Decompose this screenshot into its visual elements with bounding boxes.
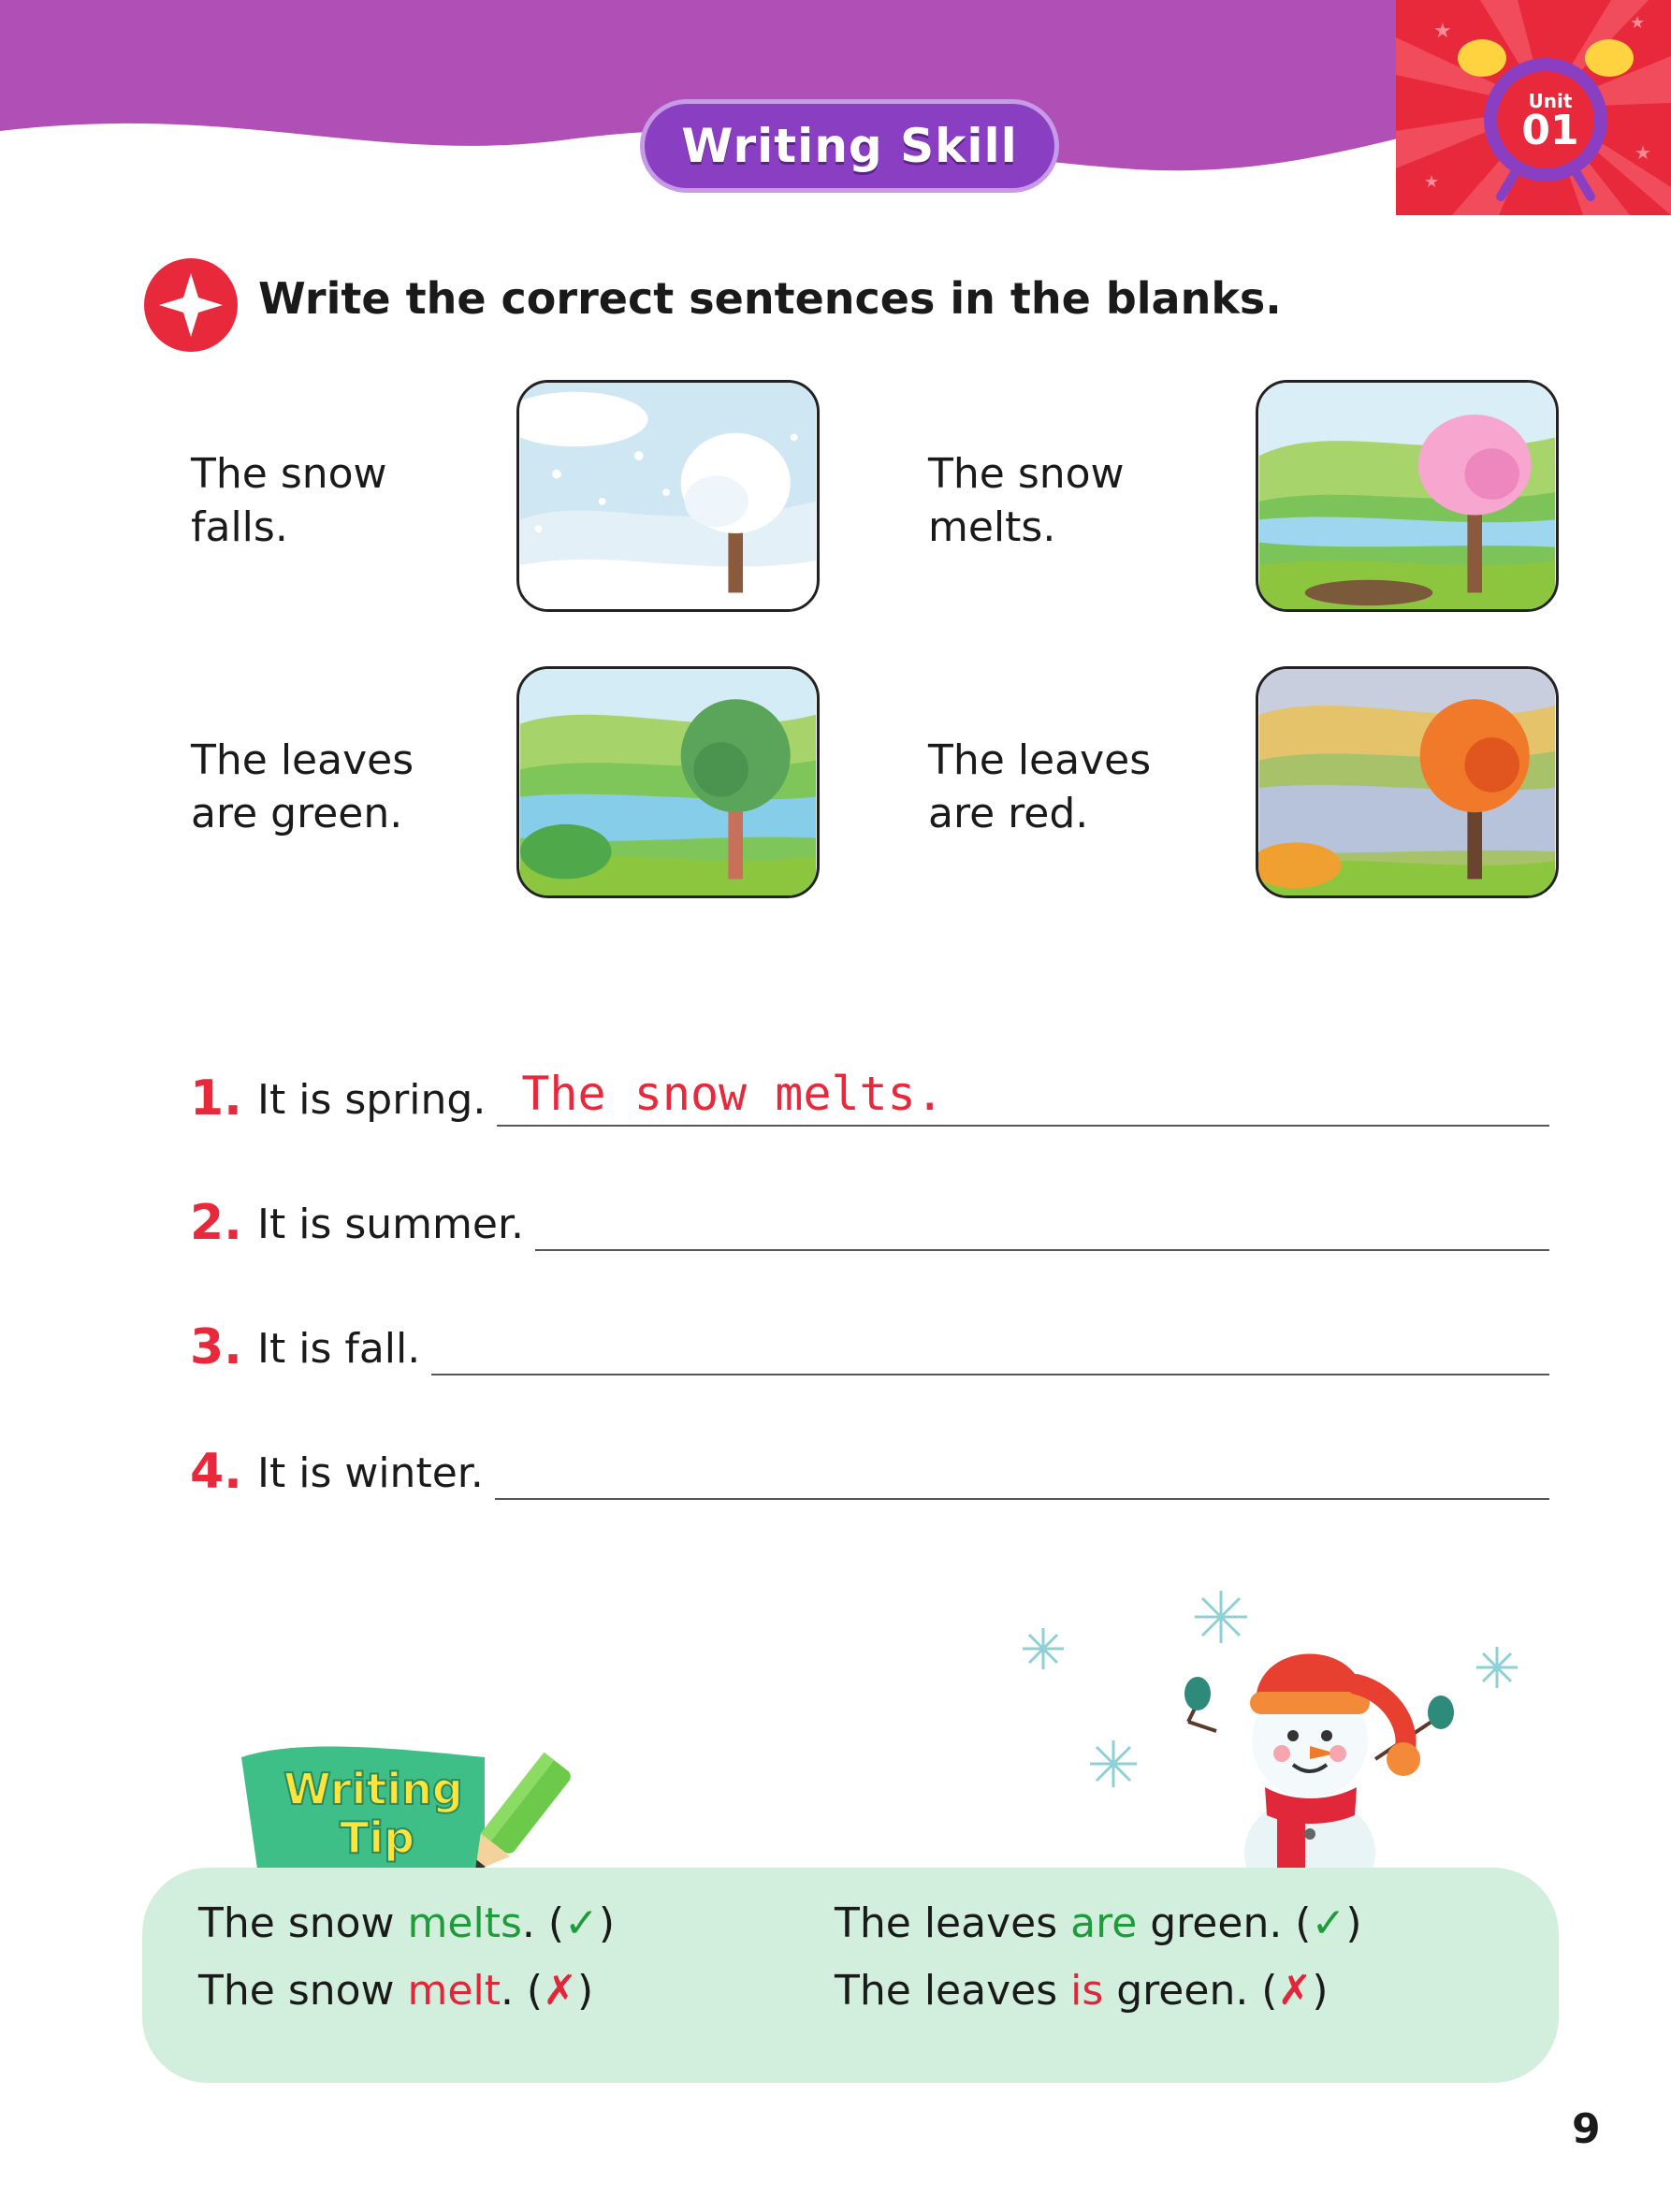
question-2 (190, 1176, 1549, 1251)
fall-tree-picture (1256, 666, 1559, 898)
question-prompt: It is spring. (257, 1076, 487, 1124)
answer-text: The snow melts. (521, 1067, 944, 1121)
cross-icon: ✗ (543, 1967, 577, 2015)
unit-word: Unit (1528, 90, 1573, 112)
answer-blank[interactable] (497, 1067, 1549, 1127)
question-prompt: It is fall. (257, 1325, 421, 1373)
answer-blank[interactable] (535, 1195, 1549, 1251)
page-number: 9 (1572, 2105, 1601, 2153)
writing-tip-tab (241, 1739, 578, 1888)
svg-text:★: ★ (1424, 172, 1440, 192)
check-icon: ✓ (564, 1899, 599, 1947)
instruction-text: Write the correct sentences in the blanks. (258, 273, 1282, 324)
instruction-star-icon (142, 256, 240, 354)
svg-text:★: ★ (1630, 13, 1646, 33)
summer-tree-icon (519, 669, 817, 895)
section-title-pill (640, 99, 1059, 193)
caption-winter: The snow falls. (191, 450, 387, 551)
question-number: 3. (190, 1319, 242, 1375)
question-number: 4. (190, 1444, 242, 1500)
question-prompt: It is winter. (257, 1449, 484, 1497)
tip-example-correct-1: The snow melts. (✓) (198, 1899, 616, 1947)
writing-tip-label-1: Writing (283, 1764, 463, 1814)
tip-example-correct-2: The leaves are green. (✓) (835, 1899, 1362, 1947)
question-number: 2. (190, 1195, 242, 1251)
tip-example-wrong-2: The leaves is green. (✗) (835, 1967, 1329, 2015)
caption-fall: The leaves are red. (928, 736, 1152, 837)
question-3 (190, 1301, 1549, 1375)
tip-example-wrong-1: The snow melt. (✗) (198, 1967, 594, 2015)
section-title: Writing Skill (681, 119, 1018, 173)
winter-tree-picture (516, 380, 820, 612)
caption-spring: The snow melts. (928, 450, 1125, 551)
check-icon: ✓ (1311, 1899, 1346, 1947)
caption-summer: The leaves are green. (191, 736, 414, 837)
fall-tree-icon (1258, 669, 1556, 895)
svg-text:★: ★ (1635, 141, 1651, 164)
winter-tree-icon (519, 383, 817, 609)
question-prompt: It is summer. (257, 1201, 524, 1248)
writing-tip-label-2: Tip (340, 1812, 415, 1863)
question-4 (190, 1425, 1549, 1500)
snowman-illustration (1001, 1581, 1534, 1871)
answer-blank[interactable] (431, 1319, 1549, 1375)
spring-tree-picture (1256, 380, 1559, 612)
answer-blank[interactable] (495, 1444, 1549, 1500)
writing-tip-box (142, 1868, 1559, 2083)
unit-label (1508, 92, 1592, 152)
cross-icon: ✗ (1277, 1967, 1313, 2015)
spring-tree-icon (1258, 383, 1556, 609)
summer-tree-picture (516, 666, 820, 898)
question-number: 1. (190, 1070, 242, 1127)
svg-text:★: ★ (1433, 20, 1452, 43)
unit-number: 01 (1521, 107, 1579, 154)
question-1 (190, 1052, 1549, 1127)
